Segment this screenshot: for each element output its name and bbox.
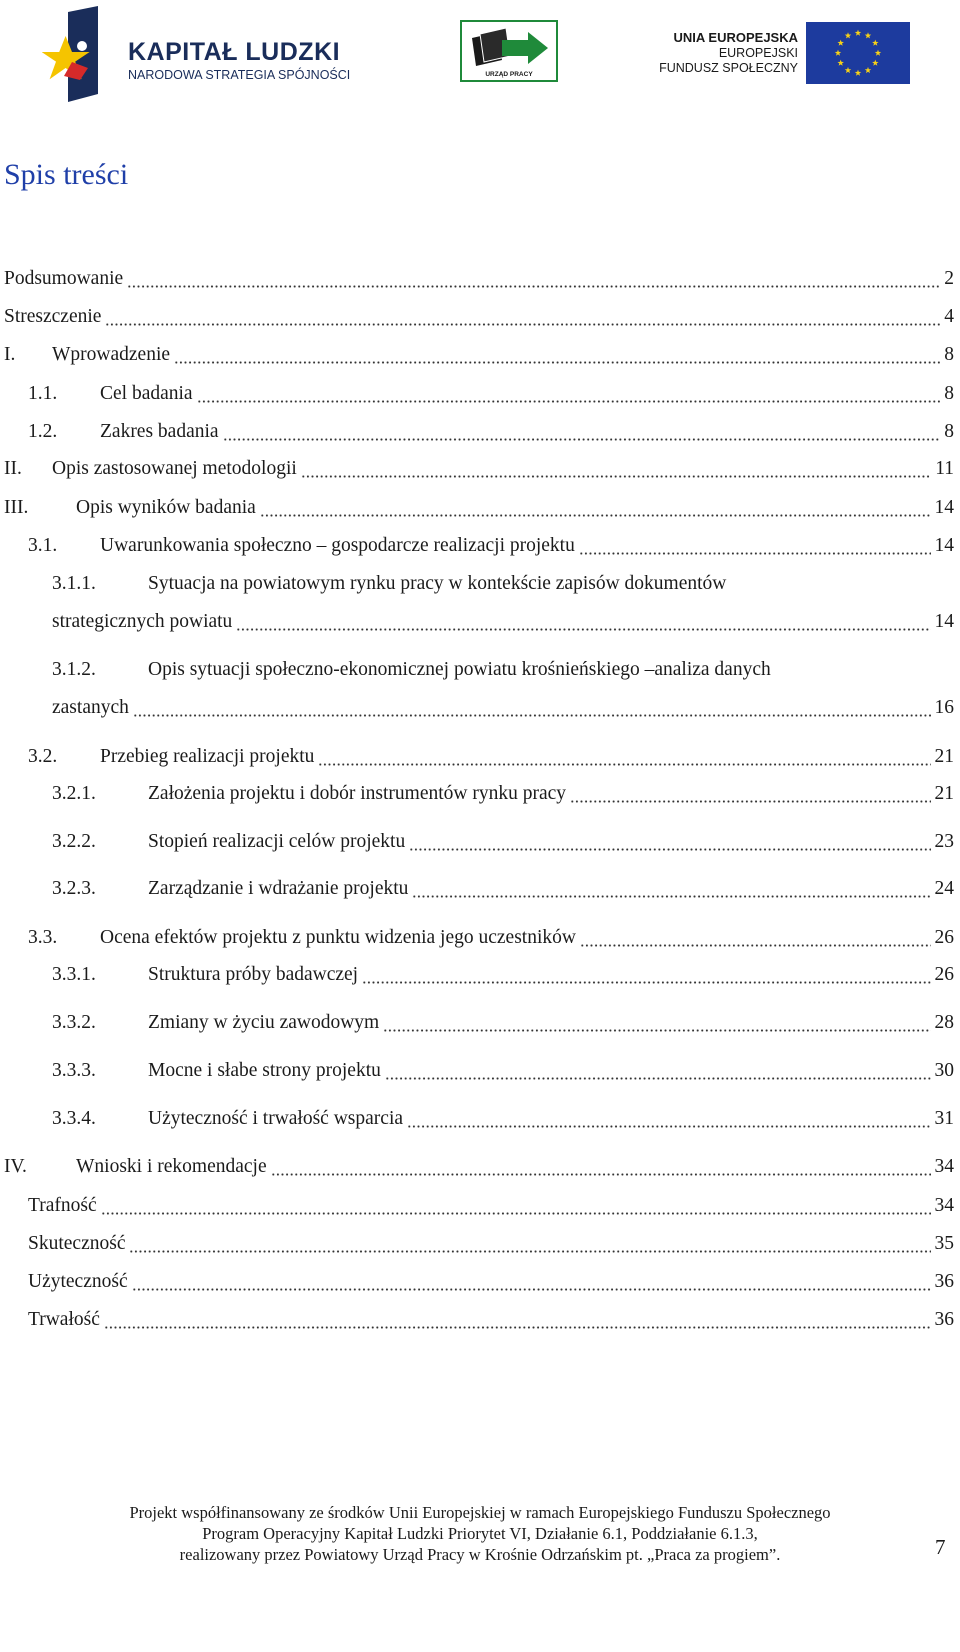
toc-entry-label: Opis wyników badania bbox=[76, 497, 256, 518]
toc-leader-dots bbox=[127, 285, 940, 288]
toc-entry-label: Uwarunkowania społeczno – gospodarcze realizacji projektu bbox=[100, 535, 575, 556]
toc-entry-continuation[interactable] bbox=[0, 697, 960, 723]
toc-entry-page: 21 bbox=[934, 746, 954, 767]
toc-entry-label: Trwałość bbox=[28, 1309, 100, 1330]
toc-leader-dots bbox=[260, 514, 931, 517]
toc-entry-label: Opis sytuacji społeczno-ekonomicznej powiatu krośnieńskiego –analiza danych bbox=[148, 659, 771, 680]
eu-title: UNIA EUROPEJSKA bbox=[673, 30, 798, 45]
toc-leader-dots bbox=[407, 1125, 930, 1128]
footer-line-1: Projekt współfinansowany ze środków Unii Europejskiej w ramach Europejskiego Funduszu Społecznego bbox=[129, 1503, 831, 1522]
toc-leader-dots bbox=[101, 1212, 931, 1215]
toc-entry-number: IV. bbox=[4, 1156, 27, 1177]
toc-entry[interactable] bbox=[0, 1233, 960, 1259]
toc-entry[interactable] bbox=[0, 535, 960, 561]
toc-entry-label: Skuteczność bbox=[28, 1233, 126, 1254]
toc-entry-page: 26 bbox=[934, 964, 954, 985]
toc-entry-page: 16 bbox=[934, 697, 954, 718]
toc-entry[interactable] bbox=[0, 306, 960, 332]
toc-entry-number: 1.1. bbox=[28, 383, 58, 404]
toc-leader-dots bbox=[385, 1077, 931, 1080]
eu-star bbox=[835, 50, 841, 56]
toc-leader-dots bbox=[133, 714, 931, 717]
eu-logo bbox=[659, 22, 918, 84]
toc-leader-dots bbox=[301, 475, 931, 478]
kapital-ludzki-logo bbox=[42, 6, 362, 102]
toc-entry-page: 28 bbox=[934, 1012, 954, 1033]
toc-entry-label: Struktura próby badawczej bbox=[148, 964, 359, 985]
toc-entry-label: Ocena efektów projektu z punktu widzenia jego uczestników bbox=[100, 927, 576, 948]
eu-star bbox=[872, 60, 878, 66]
toc-entry-label: Sytuacja na powiatowym rynku pracy w kontekście zapisów dokumentów bbox=[148, 573, 727, 594]
toc-entry[interactable] bbox=[0, 927, 960, 953]
toc-entry-page: 8 bbox=[944, 421, 954, 442]
eu-star bbox=[837, 40, 843, 46]
toc-entry-number: 3.3.3. bbox=[52, 1060, 96, 1081]
toc-leader-dots bbox=[223, 438, 941, 441]
toc-entry-number: 3.2.1. bbox=[52, 783, 96, 804]
toc-leader-dots bbox=[104, 1326, 931, 1329]
eu-star bbox=[875, 50, 881, 56]
kapital-ludzki-star-icon bbox=[42, 6, 122, 102]
toc-entry-page: 36 bbox=[934, 1271, 954, 1292]
toc-entry-label: Zmiany w życiu zawodowym bbox=[148, 1012, 380, 1033]
urzad-pracy-arrow-icon bbox=[462, 24, 556, 72]
eu-star bbox=[837, 60, 843, 66]
toc-entry-label: Wprowadzenie bbox=[52, 344, 171, 365]
toc-entry-page: 14 bbox=[934, 611, 954, 632]
toc-entry[interactable] bbox=[0, 344, 960, 370]
toc-leader-dots bbox=[129, 1250, 930, 1253]
toc-entry-page: 30 bbox=[934, 1060, 954, 1081]
toc-entry[interactable] bbox=[0, 458, 960, 484]
eu-star bbox=[872, 40, 878, 46]
toc-entry-label: Opis zastosowanej metodologii bbox=[52, 458, 297, 479]
toc-entry-label: Użyteczność bbox=[28, 1271, 128, 1292]
eu-star bbox=[855, 30, 861, 36]
toc-entry-label: Cel badania bbox=[100, 383, 193, 404]
toc-entry-label: Wnioski i rekomendacje bbox=[76, 1156, 267, 1177]
toc-entry-page: 11 bbox=[935, 458, 954, 479]
urzad-pracy-label: URZĄD PRACY bbox=[485, 71, 533, 78]
toc-leader-dots bbox=[579, 552, 931, 555]
toc-leader-dots bbox=[271, 1173, 931, 1176]
toc-entry-label: Stopień realizacji celów projektu bbox=[148, 831, 406, 852]
toc-entry[interactable] bbox=[0, 1271, 960, 1297]
toc-entry-label-continued: strategicznych powiatu bbox=[52, 611, 233, 632]
toc-entry[interactable] bbox=[0, 573, 960, 599]
footer-line-3: realizowany przez Powiatowy Urząd Pracy w Krośnie Odrzańskim pt. „Praca za progiem”. bbox=[179, 1545, 781, 1564]
toc-entry-label: Założenia projektu i dobór instrumentów rynku pracy bbox=[148, 783, 567, 804]
toc-entry[interactable] bbox=[0, 878, 960, 904]
toc-entry-page: 26 bbox=[934, 927, 954, 948]
eu-star bbox=[845, 67, 851, 73]
toc-entry-number: I. bbox=[4, 344, 16, 365]
toc-leader-dots bbox=[318, 763, 930, 766]
toc-entry-number: 1.2. bbox=[28, 421, 58, 442]
toc-entry-number: 3.3.2. bbox=[52, 1012, 96, 1033]
toc-entry-page: 8 bbox=[944, 344, 954, 365]
kapital-ludzki-subtitle: NARODOWA STRATEGIA SPÓJNOŚCI bbox=[128, 68, 351, 82]
toc-leader-dots bbox=[105, 323, 940, 326]
toc-entry-number: III. bbox=[4, 497, 29, 518]
toc-entry-page: 8 bbox=[944, 383, 954, 404]
toc-entry-label: Zarządzanie i wdrażanie projektu bbox=[148, 878, 409, 899]
toc-entry[interactable] bbox=[0, 497, 960, 523]
eu-star bbox=[845, 32, 851, 38]
footer-line-2: Program Operacyjny Kapitał Ludzki Priorytet VI, Działanie 6.1, Poddziałanie 6.1.3, bbox=[202, 1524, 758, 1543]
toc-entry[interactable] bbox=[0, 268, 960, 294]
toc-leader-dots bbox=[412, 895, 930, 898]
eu-stars-icon bbox=[806, 22, 910, 84]
eu-star bbox=[865, 67, 871, 73]
eu-fund-line2: FUNDUSZ SPOŁECZNY bbox=[659, 61, 798, 75]
toc-entry-page: 31 bbox=[934, 1108, 954, 1129]
toc-title: Spis treści bbox=[4, 158, 129, 191]
toc-entry[interactable] bbox=[0, 383, 960, 409]
toc-entry-page: 21 bbox=[934, 783, 954, 804]
toc-entry[interactable] bbox=[0, 1309, 960, 1335]
toc-entry-continuation[interactable] bbox=[0, 611, 960, 637]
toc-leader-dots bbox=[362, 981, 930, 984]
toc-entry-label-continued: zastanych bbox=[52, 697, 129, 718]
page-header bbox=[0, 0, 960, 110]
toc-entry-number: 3.1.1. bbox=[52, 573, 96, 594]
toc-leader-dots bbox=[383, 1029, 930, 1032]
toc-entry[interactable] bbox=[0, 831, 960, 857]
toc-entry-number: 3.1. bbox=[28, 535, 58, 556]
toc-entry-page: 36 bbox=[934, 1309, 954, 1330]
kapital-ludzki-title: KAPITAŁ LUDZKI bbox=[128, 38, 341, 66]
toc-entry-page: 34 bbox=[934, 1156, 954, 1177]
toc-entry-page: 2 bbox=[944, 268, 954, 289]
toc-entry[interactable] bbox=[0, 1195, 960, 1221]
toc-entry-label: Streszczenie bbox=[4, 306, 102, 327]
toc-entry[interactable] bbox=[0, 421, 960, 447]
toc-entry-number: 3.1.2. bbox=[52, 659, 96, 680]
toc-entry-number: 3.3. bbox=[28, 927, 58, 948]
toc-leader-dots bbox=[409, 848, 930, 851]
toc-entry[interactable] bbox=[0, 783, 960, 809]
toc-entry-number: 3.3.4. bbox=[52, 1108, 96, 1129]
toc-entry-label: Trafność bbox=[28, 1195, 97, 1216]
page-number: 7 bbox=[935, 1535, 946, 1559]
toc-entry-page: 14 bbox=[934, 535, 954, 556]
toc-entry-number: 3.2. bbox=[28, 746, 58, 767]
toc-entry-label: Zakres badania bbox=[100, 421, 219, 442]
eu-star bbox=[855, 70, 861, 76]
toc-entry-number: 3.3.1. bbox=[52, 964, 96, 985]
toc-entry-page: 34 bbox=[934, 1195, 954, 1216]
toc-entry[interactable] bbox=[0, 746, 960, 772]
toc-entry-label: Użyteczność i trwałość wsparcia bbox=[148, 1108, 404, 1129]
toc-leader-dots bbox=[570, 800, 930, 803]
toc-entry-label: Przebieg realizacji projektu bbox=[100, 746, 315, 767]
toc-entry[interactable] bbox=[0, 1108, 960, 1134]
toc-leader-dots bbox=[197, 400, 941, 403]
toc-entry[interactable] bbox=[0, 1012, 960, 1038]
eu-star bbox=[865, 32, 871, 38]
eu-flag-icon bbox=[806, 22, 910, 84]
toc-entry-page: 23 bbox=[934, 831, 954, 852]
urzad-pracy-logo bbox=[460, 20, 558, 82]
toc-entry[interactable] bbox=[0, 1156, 960, 1182]
toc-entry-page: 35 bbox=[934, 1233, 954, 1254]
toc-entry[interactable] bbox=[0, 659, 960, 685]
toc-entry-page: 24 bbox=[934, 878, 954, 899]
toc-entry-number: II. bbox=[4, 458, 22, 479]
toc-entry-label: Mocne i słabe strony projektu bbox=[148, 1060, 381, 1081]
toc-entry[interactable] bbox=[0, 1060, 960, 1086]
toc-entry-number: 3.2.2. bbox=[52, 831, 96, 852]
toc-leader-dots bbox=[236, 628, 930, 631]
toc-entry-number: 3.2.3. bbox=[52, 878, 96, 899]
toc-entry-page: 14 bbox=[934, 497, 954, 518]
toc-entry[interactable] bbox=[0, 964, 960, 990]
toc-leader-dots bbox=[580, 944, 931, 947]
toc-entry-label: Podsumowanie bbox=[4, 268, 124, 289]
toc-leader-dots bbox=[174, 361, 940, 364]
toc-leader-dots bbox=[132, 1288, 931, 1291]
toc-entry-page: 4 bbox=[944, 306, 954, 327]
eu-fund-line1: EUROPEJSKI bbox=[718, 46, 798, 60]
